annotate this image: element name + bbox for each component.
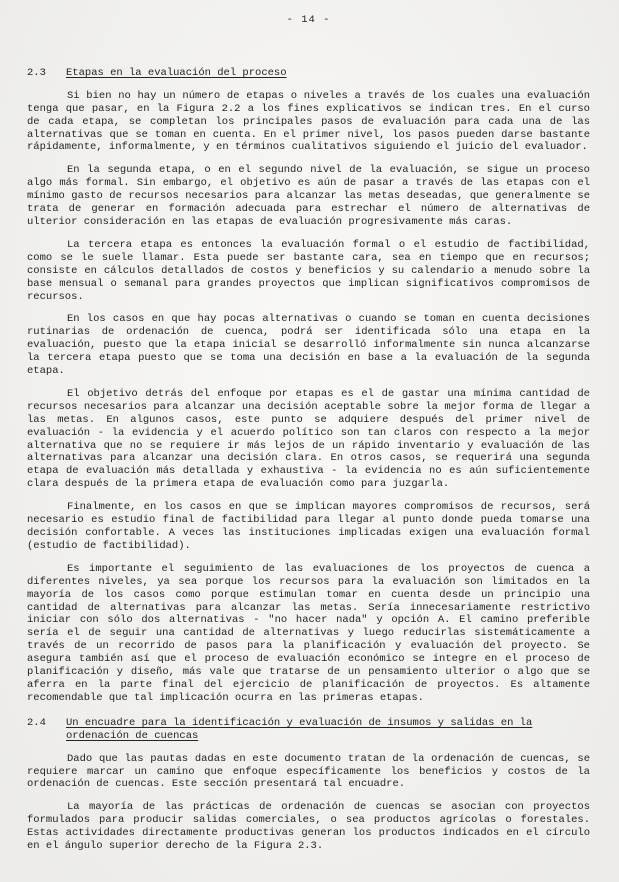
paragraph: Es importante el seguimiento de las evaluaciones de los proyectos de cuenca a diferentes niveles, ya sea porque los recursos para la evaluación son limitados en la mayoría de los casos como porque estimulan tomar en cuenta desde un principio una cantidad de alternativas para alcanzar las metas. Sería innecesariamente restrictivo iniciar con sólo dos alternativas - "no hacer nada" y opción A. El camino preferible sería el de seguir una cantidad de alternativas y luego reducirlas sistemáticamente a través de un recorrido de pasos para la planificación y evaluación del proyecto. Se asegura también así que el proceso de evaluación económico se integre en el proceso de planificación y diseño, más vale que tratarse de un pensamiento ulterior o algo que se aferra en la parte final del ejercicio de planificación de proyectos. Es altamente recomendable que tal implicación ocurra en las primeras etapas. [27,562,590,704]
section-title: Etapas en la evaluación del proceso [66,66,287,79]
section-number: 2.3 [27,66,46,79]
paragraph: Si bien no hay un número de etapas o niveles a través de los cuales una evaluación tenga que pasar, en la Figura 2.2 a los fines explicativos se indican tres. En el curso de cada etapa, se completan los principales pasos de evaluación para cada una de las alternativas que se toman en cuenta. En el primer nivel, los pasos pueden darse bastante rápidamente, informalmente, y en términos cualitativos siguiendo el juicio del evaluador. [27,89,590,154]
paragraph: La mayoría de las prácticas de ordenación de cuencas se asocian con proyectos formulados para producir salidas comerciales, o sea productos agrícolas o forestales. Estas actividades directamente productivas generan los productos indicados en el círculo en el ángulo superior derecho de la Figura 2.3. [27,801,590,853]
section-2-4 [27,717,590,853]
section-title: Un encuadre para la identificación y evaluación de insumos y salidas en la ordenación de cuencas [66,716,533,742]
section-heading [27,717,590,743]
paragraph: Finalmente, en los casos en que se implican mayores compromisos de recursos, será necesario es estudio final de factibilidad para llegar al punto donde pueda tomarse una decisión confortable. A veces las instituciones implicadas exigen una evaluación formal (estudio de factibilidad). [27,501,590,552]
paragraph: El objetivo detrás del enfoque por etapas es el de gastar una mínima cantidad de recursos necesarios para alcanzar una decisión aceptable sobre la mejor forma de llegar a las metas. En algunos casos, este punto se adquiere después del primer nivel de evaluación - la evidencia y el acuerdo político son tan claros con respecto a la mejor alternativa que no se requiere ir más lejos de un rápido inventario y evaluación de las alternativas para alcanzar una decisión clara. En otros casos, se requerirá una segunda etapa de evaluación más detallada y exhaustiva - la evidencia no es aún suficientemente clara después de la primera etapa de evaluación como para juzgarla. [27,387,590,491]
paragraph: La tercera etapa es entonces la evaluación formal o el estudio de factibilidad, como se le suele llamar. Esta puede ser bastante cara, sea en tiempo que en recursos; consiste en cálculos detallados de costos y beneficios y su calendario a menudo sobre la base mensual o semanal para grandes proyectos que implican significativos compromisos de recursos. [27,238,590,303]
section-heading [27,67,590,80]
paragraph: Dado que las pautas dadas en este documento tratan de la ordenación de cuencas, se requiere marcar un camino que enfoque específicamente los beneficios y costos de la ordenación de cuencas. Este sección presentará tal encuadre. [27,752,590,791]
page-number: - 14 - [286,14,331,26]
paragraph: En la segunda etapa, o en el segundo nivel de la evaluación, se sigue un proceso algo más formal. Sin embargo, el objetivo es aún de pasar a través de las etapas con el mínimo gasto de recursos necesarios para alcanzar las metas deseadas, que generalmente se trata de generar en formación adecuada para estrechar el número de alternativas de ulterior consideración en las etapas de evaluación progresivamente más caras. [27,164,590,228]
section-number: 2.4 [27,716,46,729]
section-2-3 [27,67,590,705]
paragraph: En los casos en que hay pocas alternativas o cuando se toman en cuenta decisiones rutinarias de ordenación de cuenca, podrá ser identificada sólo una etapa en la evaluación, puesto que la etapa inicial se desarrolló informalmente sin nunca alcanzarse la tercera etapa puesto que se toma una decisión en base a la evaluación de la segunda etapa. [27,313,590,378]
